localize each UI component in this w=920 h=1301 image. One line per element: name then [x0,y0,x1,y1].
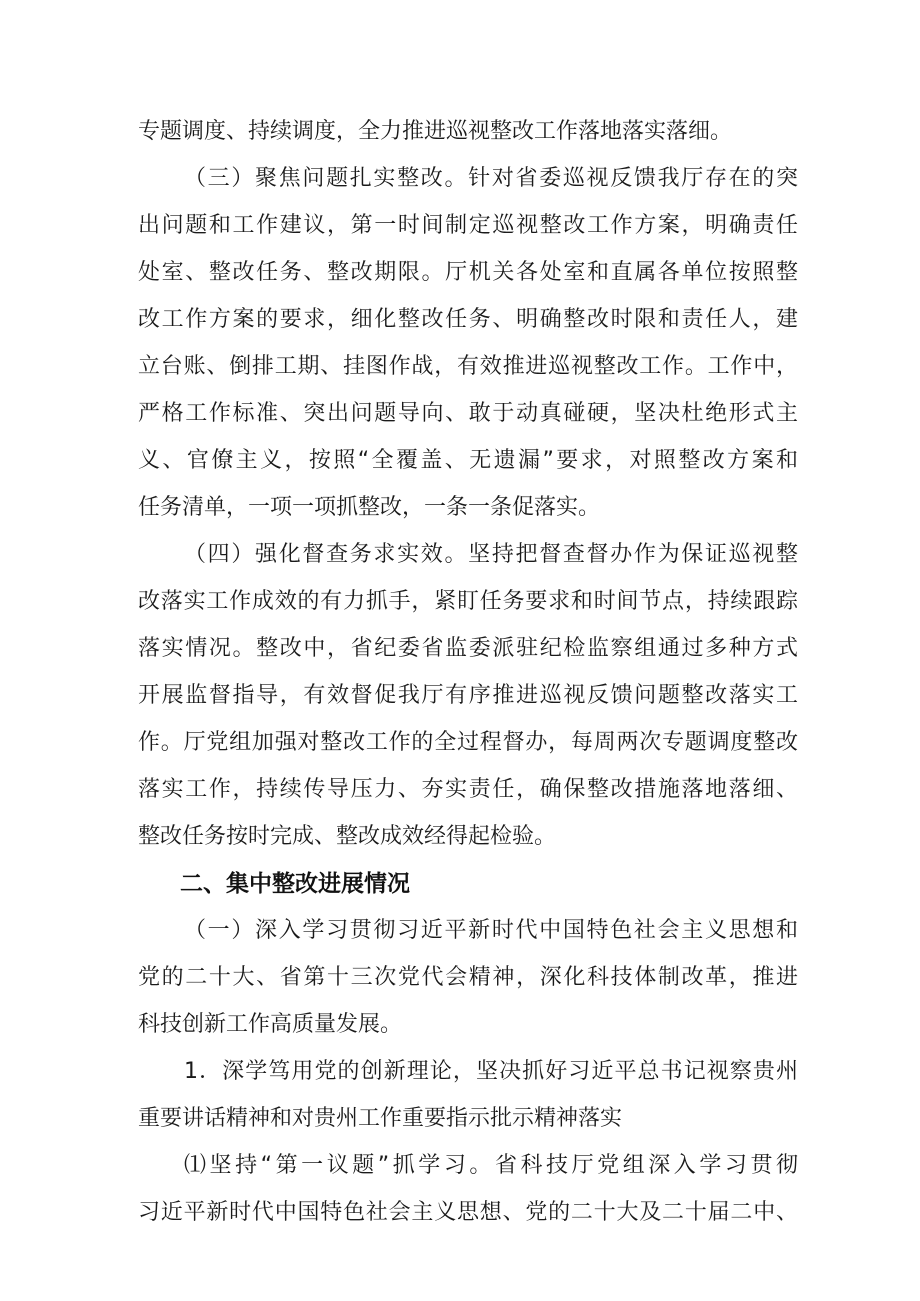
text-line: （一）深入学习贯彻习近平新时代中国特色社会主义思想和 [184,918,798,943]
text-line: （四）强化督查务求实效。坚持把督查督办作为保证巡视整 [184,542,798,567]
text-line: 严格工作标准、突出问题导向、敢于动真碰硬，坚决杜绝形式主 [138,401,798,426]
text-line: 立台账、倒排工期、挂图作战，有效推进巡视整改工作。工作中， [138,354,798,379]
text-line: 落实情况。整改中，省纪委省监委派驻纪检监察组通过多种方式 [138,636,798,661]
text-line: 整改任务按时完成、整改成效经得起检验。 [138,824,557,849]
text-line: 习近平新时代中国特色社会主义思想、党的二十大及二十届二中、 [138,1200,798,1225]
text-line: 任务清单，一项一项抓整改，一条一条促落实。 [138,495,601,520]
text-line: 义、官僚主义，按照“全覆盖、无遗漏”要求，对照整改方案和 [138,448,798,473]
text-line: 改落实工作成效的有力抓手，紧盯任务要求和时间节点，持续跟踪 [138,589,798,614]
text-line: 党的二十大、省第十三次党代会精神，深化科技体制改革，推进 [138,965,798,990]
text-line: 改工作方案的要求，细化整改任务、明确整改时限和责任人，建 [138,307,798,332]
text-line: 1．深学笃用党的创新理论，坚决抓好习近平总书记视察贵州 [184,1059,798,1084]
text-line: 作。厅党组加强对整改工作的全过程督办，每周两次专题调度整改 [138,730,798,755]
text-line: 专题调度、持续调度，全力推进巡视整改工作落地落实落细。 [138,119,733,144]
text-line: 重要讲话精神和对贵州工作重要指示批示精神落实 [138,1106,623,1131]
text-line: （三）聚焦问题扎实整改。针对省委巡视反馈我厅存在的突 [184,166,798,191]
text-line: 开展监督指导，有效督促我厅有序推进巡视反馈问题整改落实工 [138,683,798,708]
text-line: 落实工作，持续传导压力、夯实责任，确保整改措施落地落细、 [138,777,798,802]
text-line: ⑴坚持“第一议题”抓学习。省科技厅党组深入学习贯彻 [184,1153,798,1178]
text-line: 处室、整改任务、整改期限。厅机关各处室和直属各单位按照整 [138,260,798,285]
section-heading: 二、集中整改进展情况 [180,871,410,897]
text-line: 出问题和工作建议，第一时间制定巡视整改工作方案，明确责任 [138,213,798,238]
text-line: 科技创新工作高质量发展。 [138,1012,403,1037]
